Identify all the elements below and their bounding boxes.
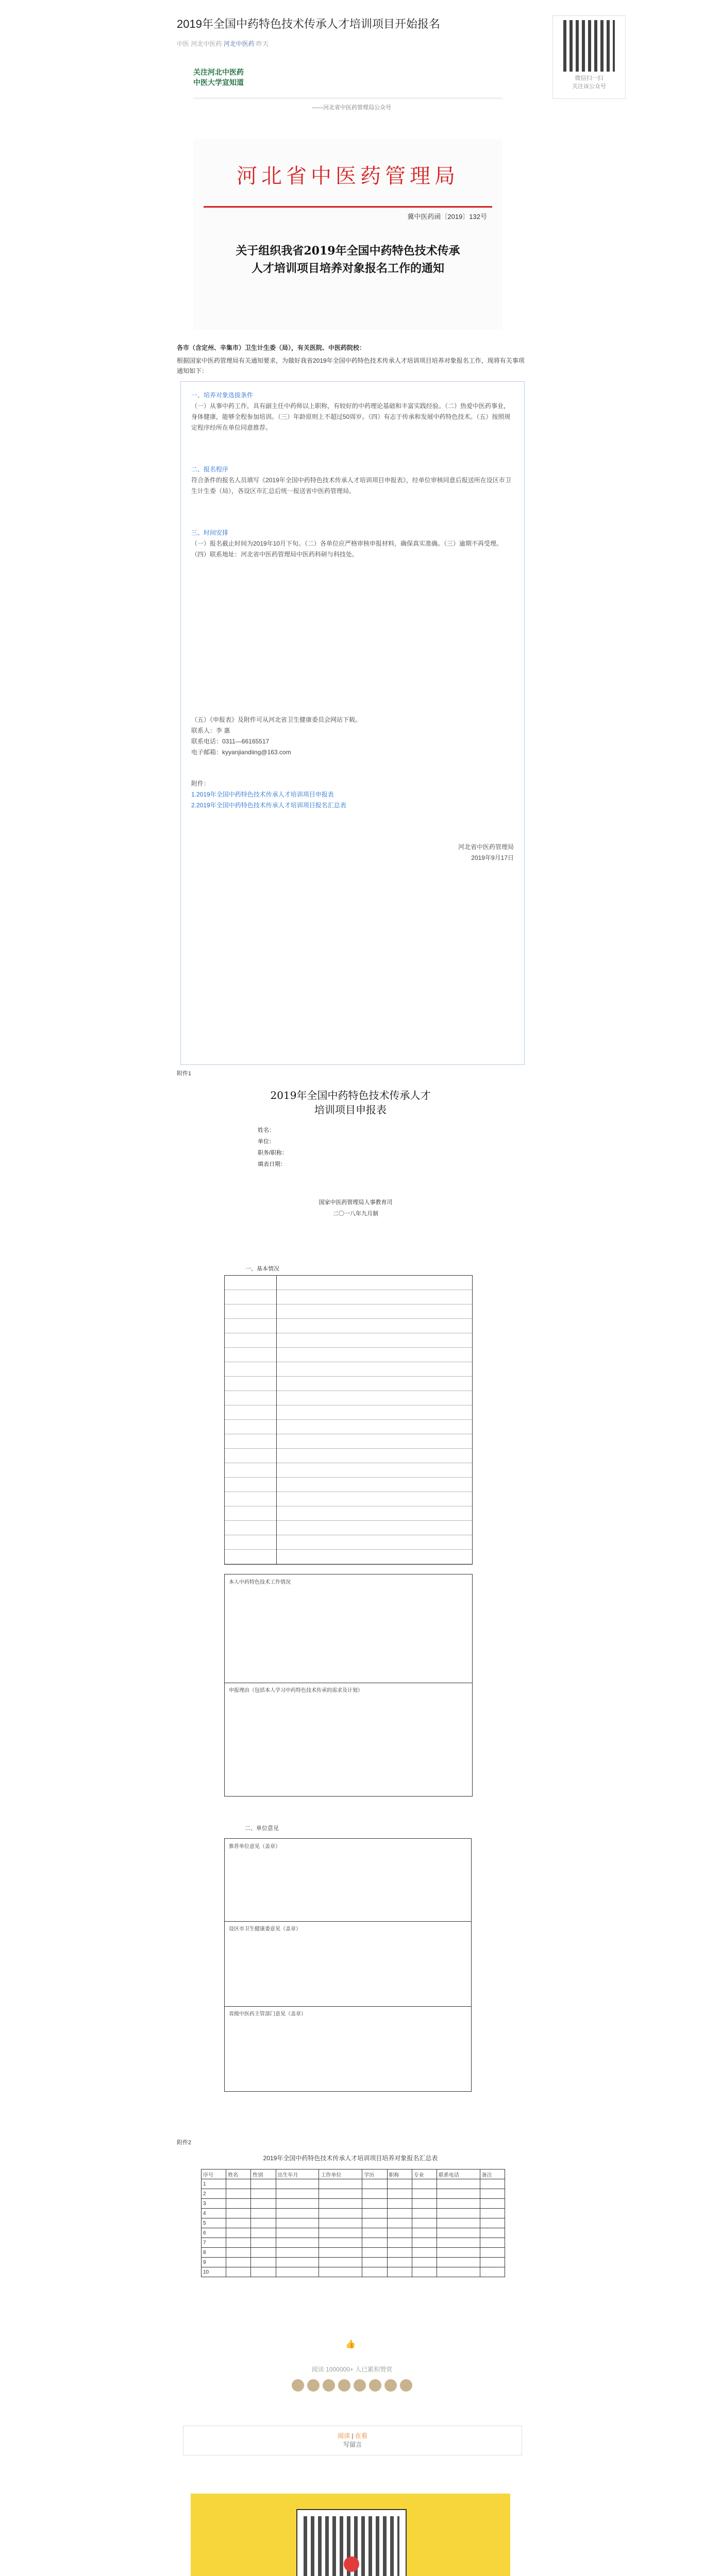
- document-title-1: 关于组织我省2019年全国中药特色技术传承: [236, 244, 460, 258]
- section-text-2: 符合条件的报名人员填写《2019年全国中药特色技术传承人才培训项目申报表》，经单位审核同意后报送所在设区市卫生计生委（局），各设区市汇总后统一报送省中医药管理局。: [191, 477, 511, 495]
- table-row: 4: [202, 2209, 505, 2218]
- part3-label: 二、单位意见: [245, 1825, 279, 1832]
- attach1-title-1: 2019年全国中药特色技术传承人才: [270, 1089, 431, 1101]
- field-date: 填表日期：: [258, 1161, 286, 1167]
- field-name: 姓名：: [258, 1127, 275, 1133]
- section-text-1: （一）从事中药工作，具有副主任中药师以上职称，有较好的中药理论基础和丰富实践经验。（二）热爱中医药事业，身体健康，能够全程参加培训。（三）年龄原则上不超过50周岁。（四）有志于传承和发展中药特色技术。（五）按照规定程序经所在单位同意推荐。: [191, 402, 511, 431]
- praise-avatars: [280, 2379, 424, 2394]
- section-text-3: （一）报名截止时间为2019年10月下旬。（二）各单位应严格审核申报材料，确保真实准确。（三）逾期不再受理。（四）联系地址：河北省中医药管理局中医药科研与科技处。: [191, 540, 503, 558]
- table-row: 1: [202, 2179, 505, 2189]
- avatar: [307, 2379, 320, 2392]
- table-row: 2: [202, 2189, 505, 2199]
- avatar: [384, 2379, 397, 2392]
- part1-label: 一、基本情况: [245, 1266, 279, 1272]
- table-row: 3: [202, 2199, 505, 2209]
- avatar: [292, 2379, 304, 2392]
- field-title: 职务/职称：: [258, 1150, 288, 1156]
- document-header: 河北省中医药管理局: [237, 164, 459, 188]
- table-col-divider: [225, 1276, 277, 1564]
- unit-opinion-table: [224, 1824, 472, 2092]
- avatar: [400, 2379, 412, 2392]
- avatar: [354, 2379, 366, 2392]
- article-title: 2019年全国中药特色技术传承人才培训项目开始报名: [177, 18, 440, 30]
- summary-col: 性别: [251, 2170, 276, 2179]
- watching-link[interactable]: 在看: [355, 2432, 367, 2439]
- signoff-org: 河北省中医药管理局: [458, 843, 514, 851]
- qr-code-icon: [563, 20, 615, 72]
- table-row: 10: [202, 2267, 505, 2277]
- signoff-date: 2019年9月17日: [471, 854, 514, 861]
- attach1-cover: [247, 1126, 464, 1229]
- summary-col: 序号: [202, 2170, 226, 2179]
- qr-caption-2: 关注该公众号: [572, 83, 606, 90]
- article-meta: [177, 39, 527, 48]
- seal-icon: [344, 2556, 359, 2572]
- avatar: [323, 2379, 335, 2392]
- part3-a: 推荐单位意见（盖章）: [229, 1844, 280, 1850]
- summary-table: [201, 2169, 505, 2277]
- avatar: [338, 2379, 350, 2392]
- poster-qr-code: [296, 2509, 407, 2576]
- summary-col: 姓名: [226, 2170, 251, 2179]
- summary-header-row: [202, 2170, 505, 2179]
- attachment-link-2[interactable]: 2.2019年全国中药特色技术传承人才培训项目报名汇总表: [191, 802, 346, 809]
- read-link[interactable]: 阅读: [338, 2432, 350, 2439]
- intro-body: 根据国家中医药管理局有关通知要求，为做好我省2019年全国中药特色技术传承人才培训项目培养对象报名工作，现将有关事项通知如下：: [177, 357, 525, 375]
- official-document-image: [193, 139, 502, 330]
- praise-count: 阅读 1000000+ 人已累积赞赏: [311, 2366, 393, 2373]
- follow-line-2: 中医大学宣知道: [193, 78, 244, 87]
- summary-col: 工作单位: [319, 2170, 362, 2179]
- part3-b: 设区市卫生健康委意见（盖章）: [229, 1926, 301, 1932]
- notice-body-box: [180, 381, 525, 1065]
- meta-date: 昨天: [256, 40, 269, 47]
- issuer: 国家中医药管理局人事教育司: [319, 1199, 393, 1206]
- attachment-2-label: 附件2: [177, 2140, 192, 2146]
- attachments-label: 附件：: [191, 780, 210, 787]
- part2-b: 申报理由（包括本人学习中药特色技术传承的需求及计划）: [229, 1688, 363, 1693]
- side-qr-panel: [552, 15, 626, 99]
- follow-banner: [193, 67, 502, 113]
- contact-email: 电子邮箱：kyyanjiandiing@163.com: [191, 749, 291, 756]
- meta-source: 河北中医药: [191, 40, 222, 47]
- document-title-2: 人才培训项目培养对象报名工作的通知: [251, 262, 444, 275]
- follow-line-1: 关注河北中医药: [193, 68, 244, 76]
- contact-phone: 联系电话：0311—66165517: [191, 738, 270, 745]
- meta-original: 中医: [177, 40, 190, 47]
- section-head-1: 一、培养对象选拔条件: [191, 392, 254, 399]
- table-row: 8: [202, 2248, 505, 2258]
- part2-a: 本人中药特色技术工作情况: [229, 1580, 291, 1585]
- table-row: 7: [202, 2238, 505, 2248]
- avatar: [369, 2379, 381, 2392]
- table-row: 5: [202, 2218, 505, 2228]
- red-rule: [204, 206, 492, 208]
- summary-col: 备注: [480, 2170, 505, 2179]
- summary-col: 出生年月: [276, 2170, 319, 2179]
- table-row: 6: [202, 2228, 505, 2238]
- section-head-3: 三、时间安排: [191, 529, 229, 536]
- basic-info-table: [224, 1266, 473, 1565]
- contact-person: 联系人：李 惠: [191, 727, 230, 734]
- document-number: 冀中医药函〔2019〕132号: [407, 213, 487, 221]
- contact-site: （五）《申报表》及附件可从河北省卫生健康委员会网站下载。: [191, 716, 362, 723]
- account-link[interactable]: 河北中医药: [223, 40, 255, 47]
- promo-poster: [191, 2494, 510, 2576]
- thumb-up-icon[interactable]: 👍: [345, 2340, 356, 2349]
- attachment-1-label: 附件1: [177, 1071, 192, 1077]
- summary-col: 职称: [387, 2170, 412, 2179]
- attach2-title: 2019年全国中药特色技术传承人才培训项目培养对象报名汇总表: [206, 2154, 495, 2164]
- recipients: 各市（含定州、辛集市）卫生计生委（局），有关医院、中医药院校：: [177, 344, 366, 351]
- part3-c: 省级中医药主管部门意见（盖章）: [229, 2011, 306, 2017]
- comment-link[interactable]: 写留言: [343, 2441, 362, 2448]
- summary-col: 学历: [362, 2170, 387, 2179]
- issue-date: 二〇一八年九月制: [333, 1211, 378, 1217]
- attach1-title-2: 培训项目申报表: [314, 1104, 387, 1116]
- field-unit: 单位：: [258, 1139, 275, 1145]
- attach1-title-block: [216, 1087, 484, 1128]
- follow-tag: ——河北省中医药管理局公众号: [312, 105, 391, 111]
- link-bar: 阅读 | 在看 写留言: [183, 2426, 522, 2455]
- qr-caption-1: 微信扫一扫: [575, 75, 604, 81]
- section-head-2: 二、报名程序: [191, 466, 229, 473]
- summary-col: 联系电话: [437, 2170, 480, 2179]
- work-status-table: [224, 1574, 473, 1797]
- summary-col: 专业: [412, 2170, 437, 2179]
- table-row: 9: [202, 2258, 505, 2267]
- attachment-link-1[interactable]: 1.2019年全国中药特色技术传承人才培训项目申报表: [191, 791, 334, 798]
